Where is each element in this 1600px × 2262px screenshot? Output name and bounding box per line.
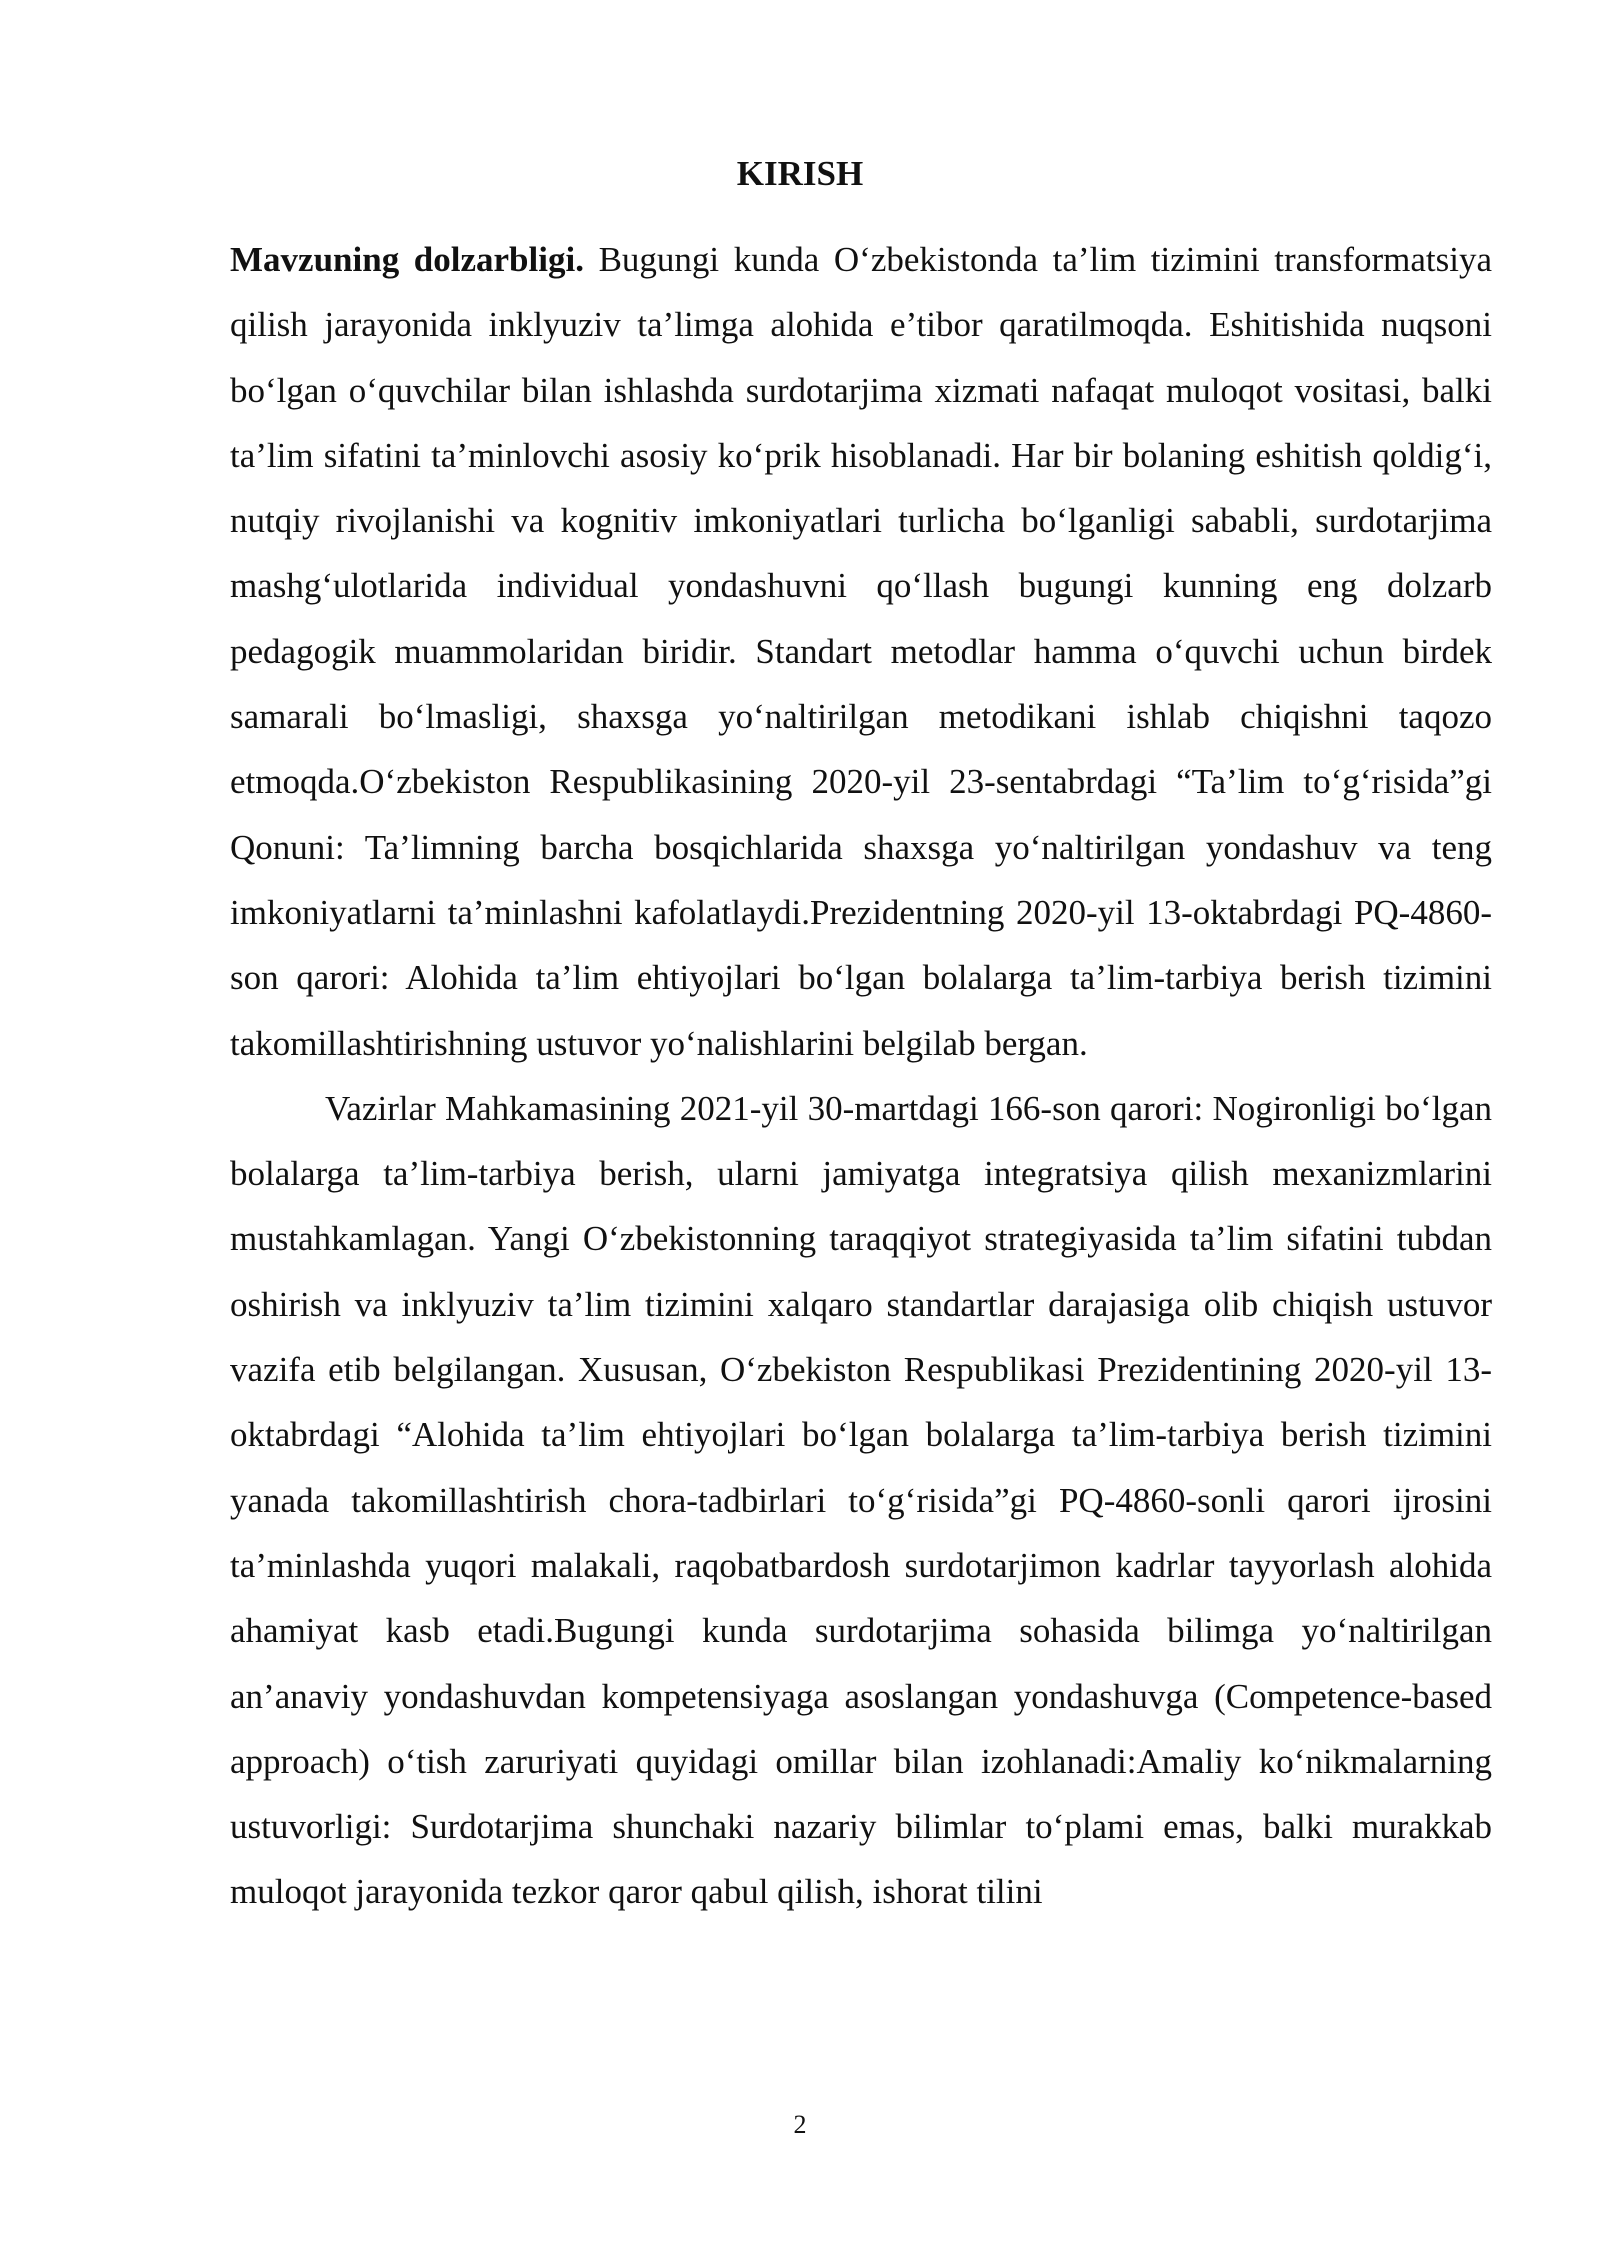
body-text: [230, 227, 1492, 1925]
paragraph-1-text: Bugungi kunda O‘zbekistonda ta’lim tizimini transformatsiya qilish jarayonida inklyuziv ta’limga alohida e’tibor qaratilmoqda. Eshitishida nuqsoni bo‘lgan o‘quvchilar bilan ishlashda surdotarjima xizmati nafaqat muloqot vositasi, balki ta’lim sifatini ta’minlovchi asosiy ko‘prik hisoblanadi. Har bir bolaning eshitish qoldig‘i, nutqiy rivojlanishi va kognitiv imkoniyatlari turlicha bo‘lganligi sababli, surdotarjima mashg‘ulotlarida individual yondashuvni qo‘llash bugungi kunning eng dolzarb pedagogik muammolaridan biridir. Standart metodlar hamma o‘quvchi uchun birdek samarali bo‘lmasligi, shaxsga yo‘naltirilgan metodikani ishlab chiqishni taqozo etmoqda.O‘zbekiston Respublikasining 2020-yil 23-sentabrdagi “Ta’lim to‘g‘risida”gi Qonuni: Ta’limning barcha bosqichlarida shaxsga yo‘naltirilgan yondashuv va teng imkoniyatlarni ta’minlashni kafolatlaydi.Prezidentning 2020-yil 13-oktabrdagi PQ-4860-son qarori: Alohida ta’lim ehtiyojlari bo‘lgan bolalarga ta’lim-tarbiya berish tizimini takomillashtirishning ustuvor yo‘nalishlarini belgilab bergan.: [230, 240, 1492, 1063]
paragraph-2-text: Vazirlar Mahkamasining 2021-yil 30-martdagi 166-son qarori: Nogironligi bo‘lgan bolalarga ta’lim-tarbiya berish, ularni jamiyatga integratsiya qilish mexanizmlarini mustahkamlagan. Yangi O‘zbekistonning taraqqiyot strategiyasida ta’lim sifatini tubdan oshirish va inklyuziv ta’lim tizimini xalqaro standartlar darajasiga olib chiqish ustuvor vazifa etib belgilangan. Xususan, O‘zbekiston Respublikasi Prezidentining 2020-yil 13-oktabrdagi “Alohida ta’lim ehtiyojlari bo‘lgan bolalarga ta’lim-tarbiya berish tizimini yanada takomillashtirish chora-tadbirlari to‘g‘risida”gi PQ-4860-sonli qarori ijrosini ta’minlashda yuqori malakali, raqobatbardosh surdotarjimon kadrlar tayyorlash alohida ahamiyat kasb etadi.Bugungi kunda surdotarjima sohasida bilimga yo‘naltirilgan an’anaviy yondashuvdan kompetensiyaga asoslangan yondashuvga (Competence-based approach) o‘tish zaruriyati quyidagi omillar bilan izohlanadi:Amaliy ko‘nikmalarning ustuvorligi: Surdotarjima shunchaki nazariy bilimlar to‘plami emas, balki murakkab muloqot jarayonida tezkor qaror qabul qilish, ishorat tilini: [230, 1088, 1492, 1912]
page-number: 2: [793, 2110, 807, 2139]
paragraph-2: [230, 1076, 1492, 1925]
paragraph-lead: Mavzuning dolzarbligi.: [230, 240, 584, 279]
section-heading: KIRISH: [736, 154, 864, 193]
paragraph-1: [230, 227, 1492, 1076]
